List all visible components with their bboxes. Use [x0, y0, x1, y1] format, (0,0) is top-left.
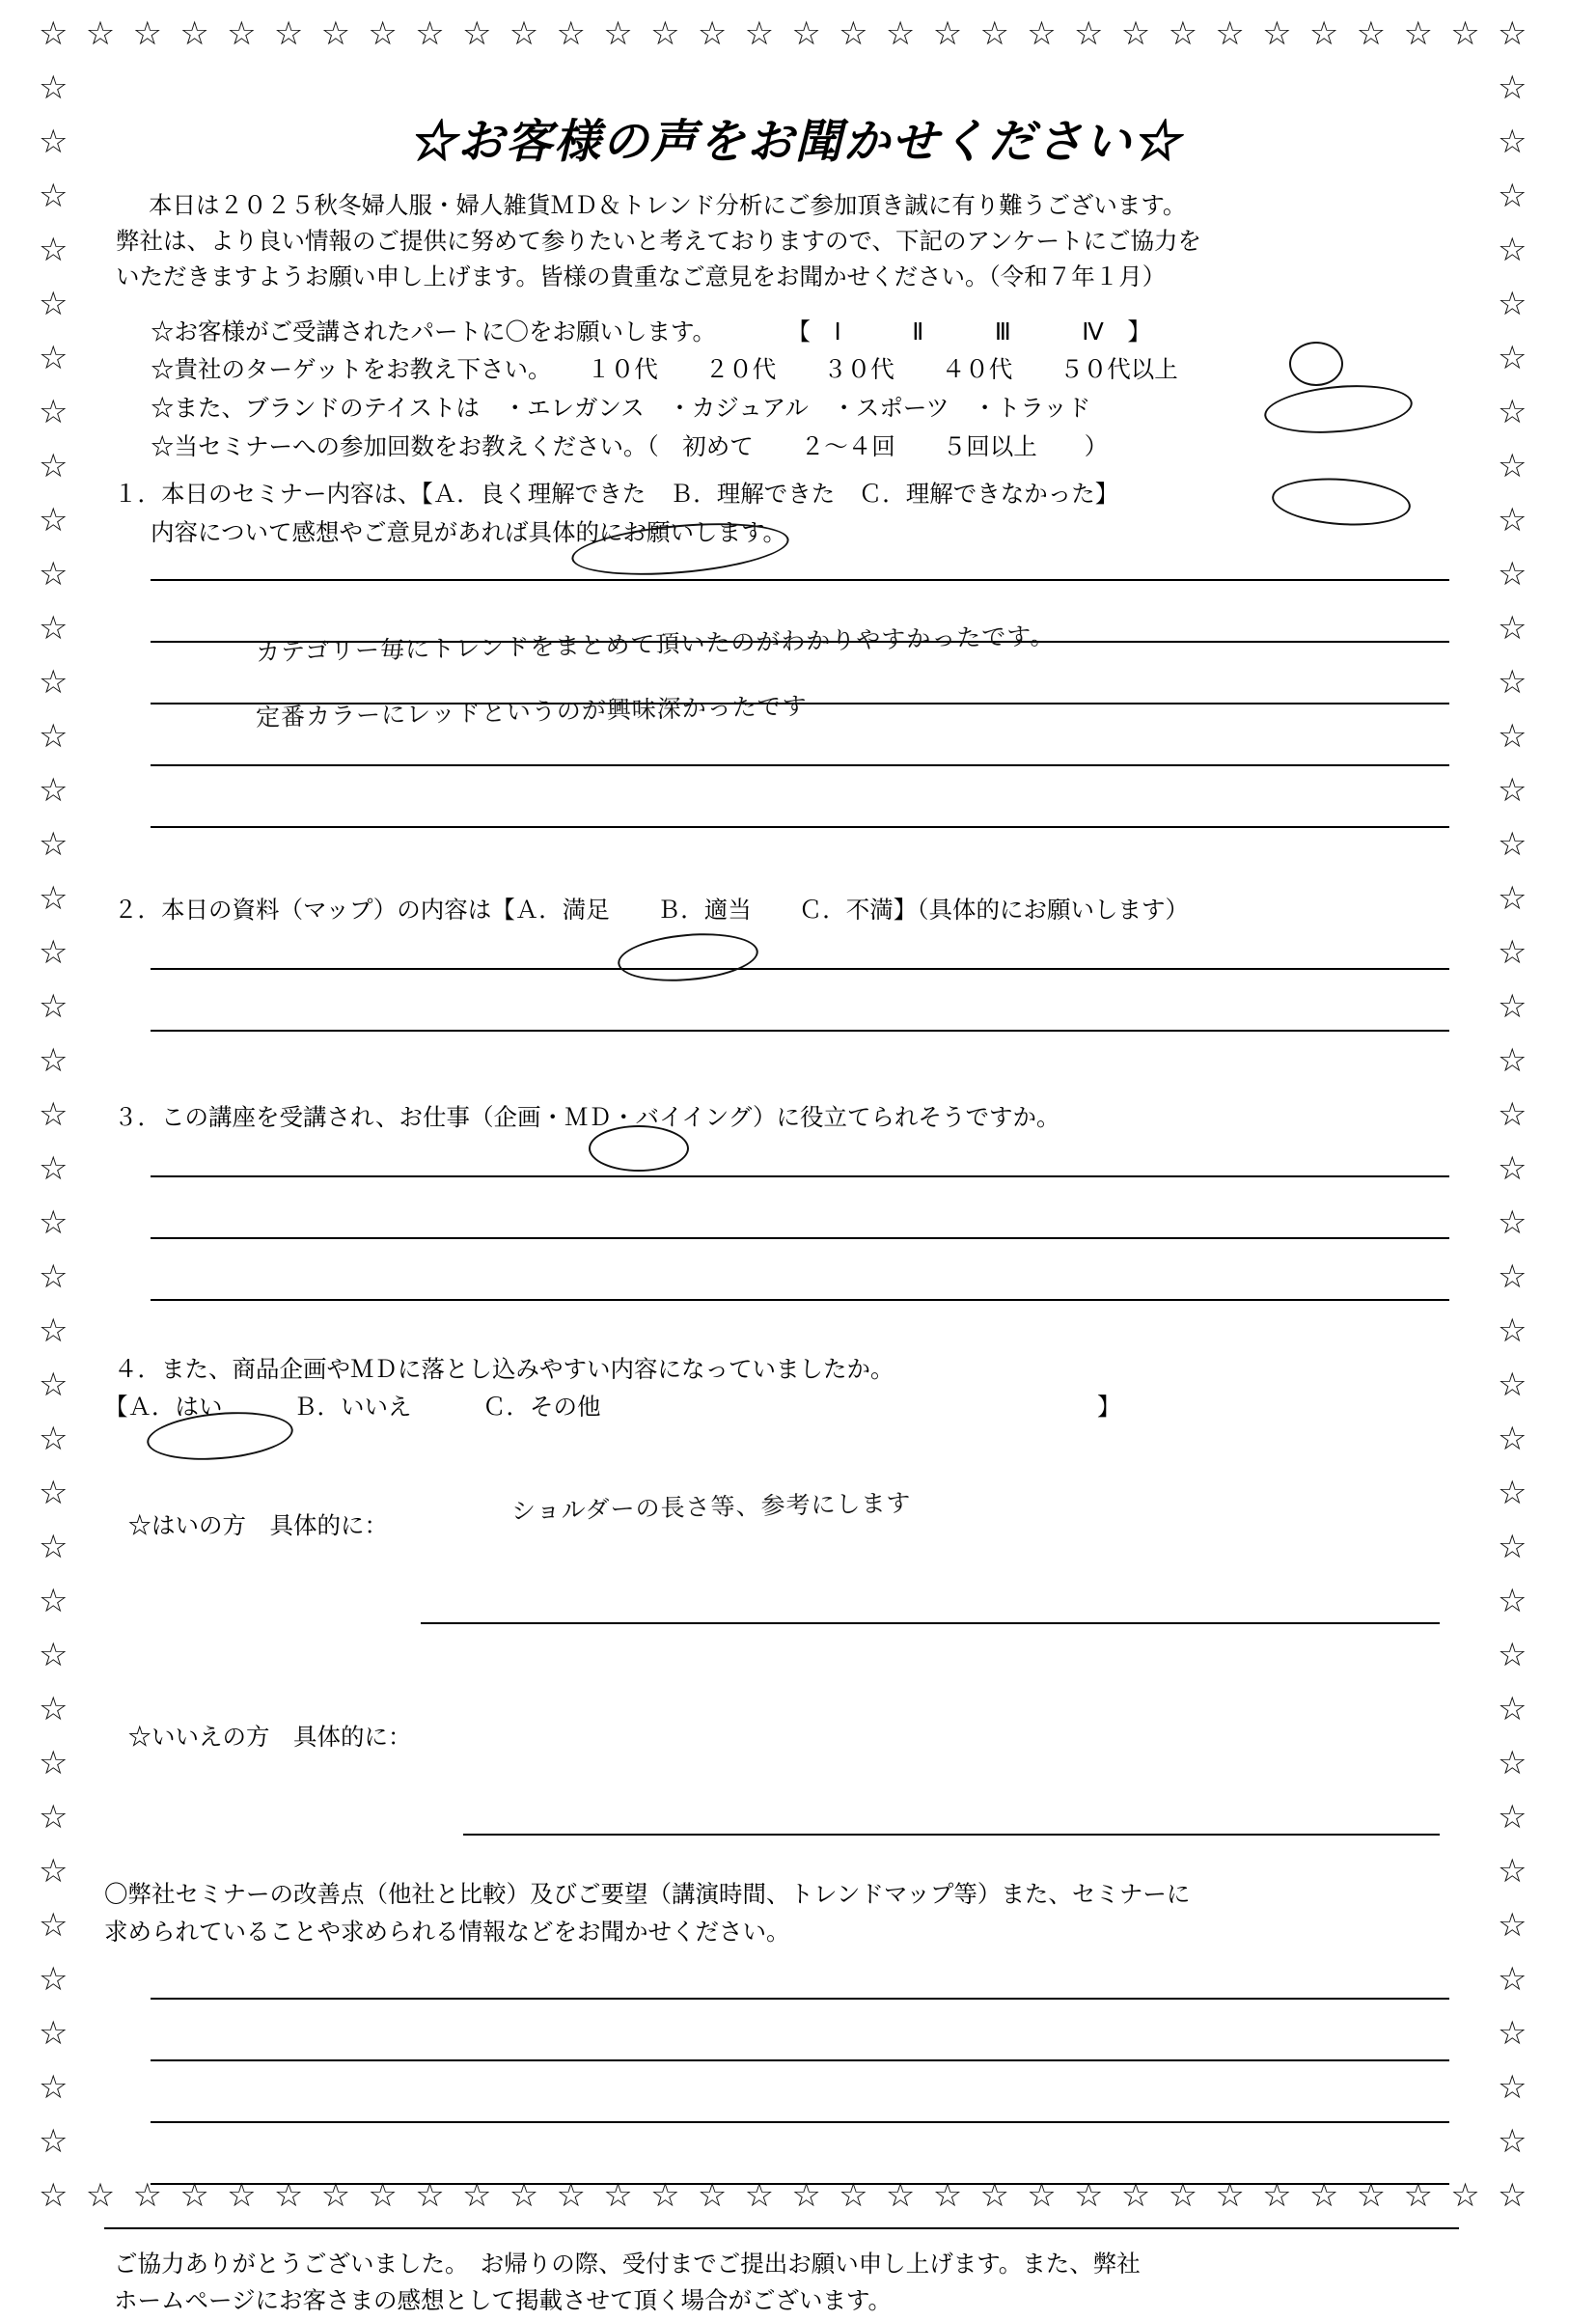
handwritten-answer-1: カテゴリー毎にトレンドをまとめて頂いたのがわかりやすかったです。 — [255, 621, 1056, 667]
border-star-icon: ☆ — [39, 1420, 69, 1458]
border-star-icon: ☆ — [1498, 1690, 1527, 1728]
border-star-icon: ☆ — [39, 1312, 69, 1350]
border-star-icon: ☆ — [320, 14, 351, 53]
border-star-icon: ☆ — [1498, 2014, 1527, 2053]
border-star-icon: ☆ — [1498, 933, 1527, 972]
border-star-icon: ☆ — [39, 1636, 69, 1674]
border-star-icon: ☆ — [132, 2176, 163, 2215]
border-star-icon: ☆ — [1498, 1312, 1527, 1350]
border-star-icon: ☆ — [1498, 1528, 1527, 1566]
border-star-icon: ☆ — [39, 1366, 69, 1404]
border-star-icon: ☆ — [39, 231, 69, 269]
intro-line-2: 弊社は、より良い情報のご提供に努めて参りたいと考えておりますので、下記のアンケートにご協力を — [116, 229, 1202, 256]
border-star-icon: ☆ — [39, 2068, 69, 2107]
border-star-icon: ☆ — [39, 1041, 69, 1080]
border-star-icon: ☆ — [39, 1528, 69, 1566]
border-star-icon: ☆ — [273, 2176, 304, 2215]
answer-rule[interactable] — [151, 641, 1449, 643]
border-star-icon: ☆ — [1027, 2176, 1057, 2215]
border-star-icon: ☆ — [979, 14, 1009, 53]
border-star-icon: ☆ — [179, 2176, 209, 2215]
border-star-icon: ☆ — [1498, 1095, 1527, 1134]
border-star-icon: ☆ — [1498, 1744, 1527, 1782]
answer-rule[interactable] — [151, 968, 1449, 970]
border-star-icon: ☆ — [39, 663, 69, 702]
border-star-icon: ☆ — [1074, 14, 1104, 53]
border-star-icon: ☆ — [1403, 2176, 1433, 2215]
border-star-icon: ☆ — [273, 14, 304, 53]
border-star-icon: ☆ — [885, 14, 916, 53]
question-4-no-rule[interactable] — [463, 1834, 1440, 1836]
question-4-no-row[interactable] — [104, 1680, 1498, 1832]
border-star-icon: ☆ — [1498, 285, 1527, 323]
border-star-icon: ☆ — [1498, 663, 1527, 702]
border-star-icon: ☆ — [39, 339, 69, 377]
question-4-yes-rule[interactable] — [421, 1622, 1440, 1624]
border-star-icon: ☆ — [979, 2176, 1009, 2215]
border-star-icon: ☆ — [1450, 14, 1480, 53]
border-star-icon: ☆ — [932, 14, 963, 53]
intro-paragraph — [116, 188, 1478, 296]
border-star-icon: ☆ — [1498, 1906, 1527, 1945]
border-star-icon: ☆ — [39, 2122, 69, 2161]
border-star-icon: ☆ — [1498, 501, 1527, 539]
question-5-answer-area[interactable] — [151, 1998, 1449, 2185]
border-star-icon: ☆ — [39, 771, 69, 810]
border-star-icon: ☆ — [415, 14, 445, 53]
border-star-icon: ☆ — [1498, 2122, 1527, 2161]
border-star-icon: ☆ — [132, 14, 163, 53]
border-star-icon: ☆ — [839, 14, 868, 53]
border-star-icon: ☆ — [932, 2176, 963, 2215]
border-star-icon: ☆ — [1498, 447, 1527, 485]
border-star-icon: ☆ — [1498, 339, 1527, 377]
border-star-icon: ☆ — [39, 1852, 69, 1891]
border-star-icon: ☆ — [839, 2176, 868, 2215]
border-star-icon: ☆ — [39, 555, 69, 594]
question-3-answer-area[interactable] — [151, 1175, 1449, 1301]
border-star-icon: ☆ — [1498, 2176, 1527, 2215]
border-star-icon: ☆ — [461, 14, 492, 53]
border-star-icon: ☆ — [39, 285, 69, 323]
border-star-icon: ☆ — [39, 177, 69, 215]
border-star-icon: ☆ — [1120, 2176, 1151, 2215]
border-star-icon: ☆ — [603, 14, 633, 53]
border-star-icon: ☆ — [39, 1960, 69, 1999]
border-star-icon: ☆ — [227, 14, 257, 53]
border-star-icon: ☆ — [179, 14, 209, 53]
border-star-icon: ☆ — [1356, 14, 1387, 53]
border-star-icon: ☆ — [1498, 1149, 1527, 1188]
question-4-yes-row[interactable] — [104, 1470, 1498, 1621]
border-star-icon: ☆ — [1498, 1960, 1527, 1999]
border-star-icon: ☆ — [1498, 1852, 1527, 1891]
answer-rule[interactable] — [151, 764, 1449, 766]
question-4-yes-label: ☆はいの方 具体的に： — [127, 1512, 388, 1539]
border-star-icon: ☆ — [1498, 1041, 1527, 1080]
question-5-line-1[interactable]: 〇弊社セミナーの改善点（他社と比較）及びご要望（講演時間、トレンドマップ等）また、セミナーに — [104, 1882, 1191, 1909]
answer-rule[interactable] — [151, 826, 1449, 828]
border-star-icon: ☆ — [39, 717, 69, 756]
border-star-icon: ☆ — [1262, 2176, 1292, 2215]
border-star-icon: ☆ — [697, 14, 728, 53]
border-star-icon: ☆ — [39, 2014, 69, 2053]
border-star-icon: ☆ — [1498, 1474, 1527, 1512]
border-star-icon: ☆ — [556, 2176, 586, 2215]
border-star-icon: ☆ — [1074, 2176, 1104, 2215]
border-star-icon: ☆ — [650, 14, 680, 53]
answer-rule[interactable] — [151, 1237, 1449, 1239]
question-1-answer-area[interactable] — [151, 579, 1449, 828]
border-star-icon: ☆ — [39, 14, 69, 53]
border-star-icon: ☆ — [39, 447, 69, 485]
border-star-icon: ☆ — [85, 2176, 116, 2215]
check-line-attendance[interactable]: ☆当セミナーへの参加回数をお教えください。（ 初めて ２～４回 ５回以上 ） — [151, 433, 1109, 460]
answer-rule[interactable] — [151, 2183, 1449, 2185]
border-star-icon: ☆ — [39, 501, 69, 539]
border-star-icon: ☆ — [39, 1690, 69, 1728]
border-star-icon: ☆ — [1403, 14, 1433, 53]
question-1-line-1[interactable]: １．本日のセミナー内容は、【Ａ．良く理解できた Ｂ．理解できた Ｃ．理解できなかった】 — [114, 482, 1119, 509]
border-star-icon: ☆ — [39, 1095, 69, 1134]
border-star-icon: ☆ — [85, 14, 116, 53]
border-star-icon: ☆ — [1498, 177, 1527, 215]
border-star-icon: ☆ — [885, 2176, 916, 2215]
question-4-no-label: ☆いいえの方 具体的に： — [127, 1724, 412, 1751]
handwritten-answer-2: 定番カラーにレッドというのが興味深かったです — [255, 692, 809, 732]
border-star-icon: ☆ — [39, 609, 69, 648]
answer-rule[interactable] — [151, 1030, 1449, 1032]
border-star-icon: ☆ — [1498, 1420, 1527, 1458]
border-star-icon: ☆ — [368, 14, 398, 53]
border-star-icon: ☆ — [39, 1744, 69, 1782]
survey-form — [93, 77, 1498, 2315]
border-star-icon: ☆ — [791, 14, 821, 53]
border-star-icon: ☆ — [1498, 1636, 1527, 1674]
border-star-icon: ☆ — [1498, 231, 1527, 269]
border-star-icon: ☆ — [1498, 1203, 1527, 1242]
border-star-icon: ☆ — [1168, 2176, 1198, 2215]
border-star-icon: ☆ — [1498, 609, 1527, 648]
border-star-icon: ☆ — [39, 879, 69, 918]
border-star-icon: ☆ — [39, 825, 69, 864]
answer-rule[interactable] — [151, 1299, 1449, 1301]
border-star-icon: ☆ — [1498, 14, 1527, 53]
border-star-icon: ☆ — [1498, 1257, 1527, 1296]
answer-rule[interactable] — [151, 2121, 1449, 2123]
question-5-line-2: 求められていることや求められる情報などをお聞かせください。 — [104, 1920, 790, 1947]
border-star-icon: ☆ — [39, 987, 69, 1026]
answer-rule[interactable] — [151, 1998, 1449, 2000]
border-star-icon: ☆ — [39, 1582, 69, 1620]
border-star-icon: ☆ — [1356, 2176, 1387, 2215]
border-star-icon: ☆ — [461, 2176, 492, 2215]
question-1-line-2: 内容について感想やご意見があれば具体的にお願いします。 — [151, 519, 787, 546]
border-star-icon: ☆ — [650, 2176, 680, 2215]
border-star-icon: ☆ — [39, 1203, 69, 1242]
intro-line-3: いただきますようお願い申し上げます。皆様の貴重なご意見をお聞かせください。（令和７年１月） — [116, 264, 1167, 291]
border-star-icon: ☆ — [1498, 879, 1527, 918]
border-star-icon: ☆ — [1498, 123, 1527, 161]
border-star-icon: ☆ — [39, 1798, 69, 1837]
border-star-icon: ☆ — [509, 14, 539, 53]
border-star-icon: ☆ — [1498, 1582, 1527, 1620]
border-star-icon: ☆ — [744, 14, 775, 53]
answer-rule[interactable] — [151, 2059, 1449, 2061]
border-star-icon: ☆ — [368, 2176, 398, 2215]
page-title: ☆お客様の声をお聞かせください☆ — [408, 117, 1181, 168]
border-star-icon: ☆ — [556, 14, 586, 53]
border-star-icon: ☆ — [227, 2176, 257, 2215]
border-star-icon: ☆ — [1498, 1798, 1527, 1837]
border-star-icon: ☆ — [744, 2176, 775, 2215]
border-star-icon: ☆ — [791, 2176, 821, 2215]
footer-line-1: ご協力ありがとうございました。 お帰りの際、受付までご提出お願い申し上げます。また、弊社 — [114, 2251, 1141, 2279]
border-star-icon: ☆ — [1027, 14, 1057, 53]
intro-line-1: 本日は２０２５秋冬婦人服・婦人雑貨ＭＤ＆トレンド分析にご参加頂き誠に有り難うございます。 — [149, 193, 1187, 219]
border-star-icon: ☆ — [320, 2176, 351, 2215]
border-star-icon: ☆ — [1168, 14, 1198, 53]
border-star-icon: ☆ — [1215, 14, 1245, 53]
question-3-line-1[interactable]: ３．この講座を受講され、お仕事（企画・ＭＤ・バイイング）に役立てられそうですか。 — [114, 1105, 1060, 1132]
border-star-icon: ☆ — [39, 1149, 69, 1188]
border-star-icon: ☆ — [1498, 555, 1527, 594]
border-star-icon: ☆ — [1120, 14, 1151, 53]
border-star-icon: ☆ — [509, 2176, 539, 2215]
answer-rule[interactable] — [151, 1175, 1449, 1177]
border-star-icon: ☆ — [603, 2176, 633, 2215]
border-star-icon: ☆ — [1308, 14, 1339, 53]
border-star-icon: ☆ — [697, 2176, 728, 2215]
border-star-icon: ☆ — [1498, 771, 1527, 810]
border-star-icon: ☆ — [1450, 2176, 1480, 2215]
border-star-icon: ☆ — [39, 393, 69, 431]
footer-line-2: ホームページにお客さまの感想として掲載させて頂く場合がございます。 — [114, 2288, 893, 2315]
border-star-icon: ☆ — [39, 1906, 69, 1945]
border-star-icon: ☆ — [1308, 2176, 1339, 2215]
answer-rule[interactable] — [151, 579, 1449, 581]
border-star-icon: ☆ — [1262, 14, 1292, 53]
check-line-target[interactable]: ☆貴社のターゲットをお教え下さい。 １０代 ２０代 ３０代 ４０代 ５０代以上 — [151, 357, 1178, 384]
border-star-icon: ☆ — [39, 123, 69, 161]
question-2-line-1[interactable]: ２．本日の資料（マップ）の内容は【Ａ．満足 Ｂ．適当 Ｃ．不満】（具体的にお願いします） — [114, 897, 1190, 924]
border-star-icon: ☆ — [39, 2176, 69, 2215]
check-line-part[interactable]: ☆お客様がご受講されたパートに〇をお願いします。 【 Ⅰ Ⅱ Ⅲ Ⅳ 】 — [151, 318, 1151, 345]
border-star-icon: ☆ — [1498, 825, 1527, 864]
border-star-icon: ☆ — [39, 69, 69, 107]
border-star-icon: ☆ — [1498, 1366, 1527, 1404]
border-star-icon: ☆ — [39, 1257, 69, 1296]
border-star-icon: ☆ — [415, 2176, 445, 2215]
question-4-line-1[interactable]: ４．また、商品企画やＭＤに落とし込みやすい内容になっていましたか。 — [114, 1357, 894, 1384]
border-star-icon: ☆ — [1498, 69, 1527, 107]
border-star-icon: ☆ — [1498, 2068, 1527, 2107]
border-star-icon: ☆ — [39, 1474, 69, 1512]
question-4-options[interactable]: 【Ａ．はい Ｂ．いいえ Ｃ．その他 】 — [104, 1395, 1121, 1422]
border-star-icon: ☆ — [1498, 393, 1527, 431]
border-star-icon: ☆ — [39, 933, 69, 972]
answer-rule[interactable] — [151, 703, 1449, 704]
question-2-answer-area[interactable] — [151, 968, 1449, 1032]
border-star-icon: ☆ — [1498, 717, 1527, 756]
check-line-taste[interactable]: ☆また、ブランドのテイストは ・エレガンス ・カジュアル ・スポーツ ・トラッド — [151, 396, 1091, 423]
border-star-icon: ☆ — [1498, 987, 1527, 1026]
border-star-icon: ☆ — [1215, 2176, 1245, 2215]
handwritten-answer-q4-yes: ショルダーの長さ等、参考にします — [510, 1488, 912, 1526]
